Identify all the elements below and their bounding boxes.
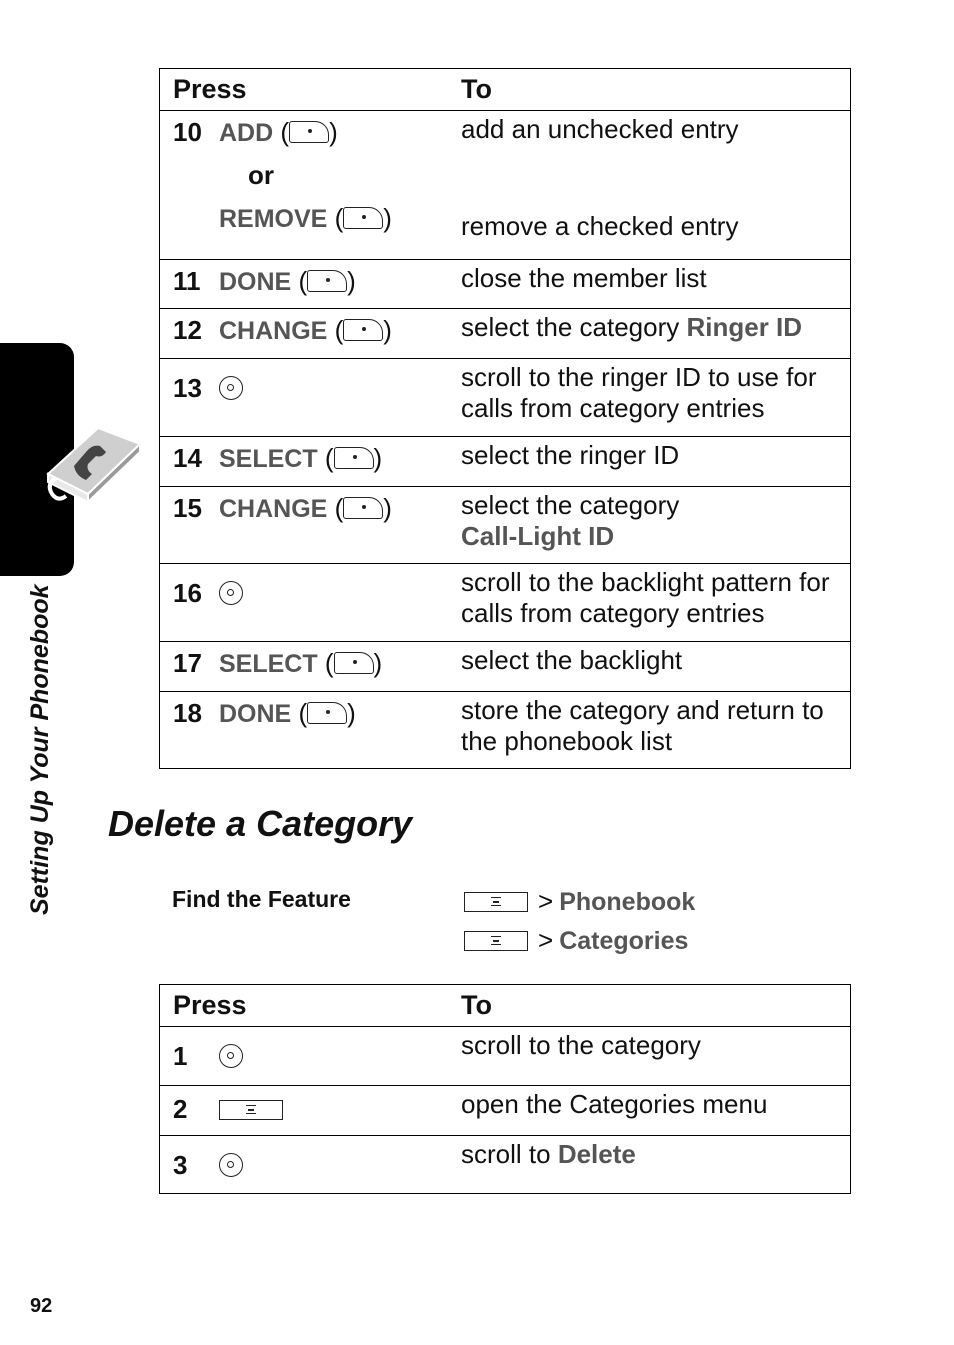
steps-table-1	[159, 68, 851, 769]
action-text: scroll to the ringer ID to use for calls from category entries	[461, 359, 851, 437]
table-row	[160, 1027, 851, 1086]
table-row: 11 DONE ( ) close the member list	[160, 260, 851, 309]
feature-path: > Phonebook	[464, 886, 695, 917]
soft-key-label: DONE	[219, 268, 292, 296]
table-row: 15 CHANGE ( ) select the category Call-Light ID	[160, 487, 851, 564]
press-header: Press	[160, 985, 462, 1027]
steps-table-2	[159, 984, 851, 1194]
nav-key-icon	[219, 1044, 243, 1068]
to-header: To	[461, 985, 851, 1027]
soft-key-icon	[343, 497, 383, 519]
soft-key-label: REMOVE	[219, 205, 328, 233]
menu-option-text: Delete	[557, 1139, 636, 1169]
step-number: 13	[173, 373, 202, 403]
step-number: 1	[173, 1041, 188, 1071]
sidebar-section-label: Setting Up Your Phonebook	[26, 584, 54, 915]
action-text: select the ringer ID	[461, 437, 851, 487]
menu-key-icon	[219, 1100, 283, 1120]
section-title: Delete a Category	[108, 803, 413, 844]
table-row: 17 SELECT ( ) select the backlight	[160, 642, 851, 692]
nav-key-icon	[219, 1153, 243, 1177]
menu-key-icon	[464, 931, 528, 951]
action-text: open the Categories menu	[461, 1086, 851, 1136]
step-number: 15	[173, 493, 202, 523]
step-number: 12	[173, 315, 202, 345]
step-number: 3	[173, 1150, 188, 1180]
menu-option-text: Ringer ID	[686, 312, 803, 342]
menu-key-icon	[464, 892, 528, 912]
step-number: 14	[173, 443, 202, 473]
press-header: Press	[160, 69, 462, 111]
step-number: 16	[173, 578, 202, 608]
soft-key-label: CHANGE	[219, 495, 328, 523]
table-row	[160, 1136, 851, 1194]
table-row	[160, 1086, 851, 1136]
menu-option-text: Phonebook	[559, 888, 696, 916]
action-text: close the member list	[461, 260, 851, 309]
table-row	[160, 359, 851, 437]
nav-key-icon	[219, 376, 243, 400]
soft-key-icon	[343, 319, 383, 341]
step-number: 2	[173, 1094, 188, 1124]
action-text: scroll to the category	[461, 1027, 851, 1086]
step-number: 10	[173, 117, 202, 147]
menu-option-text: Call-Light ID	[461, 521, 615, 551]
step-number: 11	[173, 266, 201, 296]
feature-path: > Categories	[464, 925, 688, 956]
table-header-row	[160, 985, 851, 1027]
soft-key-icon	[343, 207, 383, 229]
nav-key-icon	[219, 581, 243, 605]
step-number: 18	[173, 698, 202, 728]
soft-key-label: SELECT	[219, 445, 318, 473]
action-text: select the backlight	[461, 642, 851, 692]
soft-key-label: CHANGE	[219, 317, 328, 345]
table-row	[160, 564, 851, 642]
table-row: 12 CHANGE ( ) select the category Ringer ID	[160, 309, 851, 359]
soft-key-icon	[307, 702, 347, 724]
step-number: 17	[173, 648, 202, 678]
soft-key-icon	[289, 121, 329, 143]
soft-key-icon	[307, 270, 347, 292]
action-text: store the category and return to the phonebook list	[461, 692, 851, 769]
table-row: 14 SELECT ( ) select the ringer ID	[160, 437, 851, 487]
table-row: 18 DONE ( ) store the category and return to the phonebook list	[160, 692, 851, 769]
soft-key-icon	[334, 447, 374, 469]
action-text: remove a checked entry	[461, 211, 739, 241]
find-feature-label: Find the Feature	[172, 886, 351, 912]
action-text: select the category	[461, 312, 687, 342]
action-text: scroll to the backlight pattern for calls from category entries	[461, 564, 851, 642]
or-separator: or	[248, 160, 274, 190]
phonebook-book-icon	[40, 422, 144, 506]
soft-key-label: DONE	[219, 700, 292, 728]
action-text: add an unchecked entry	[461, 114, 739, 144]
action-text: select the category	[461, 490, 680, 520]
soft-key-label: ADD	[219, 119, 274, 147]
soft-key-label: SELECT	[219, 650, 318, 678]
to-cell	[461, 111, 851, 260]
table-row	[160, 111, 851, 260]
menu-option-text: Categories	[559, 927, 689, 955]
table-header-row	[160, 69, 851, 111]
page-number: 92	[30, 1295, 53, 1317]
to-header: To	[461, 69, 851, 111]
press-cell: 10 ADD ( ) or REMOVE ( )	[160, 111, 462, 260]
soft-key-icon	[334, 652, 374, 674]
action-text: scroll to	[461, 1139, 558, 1169]
